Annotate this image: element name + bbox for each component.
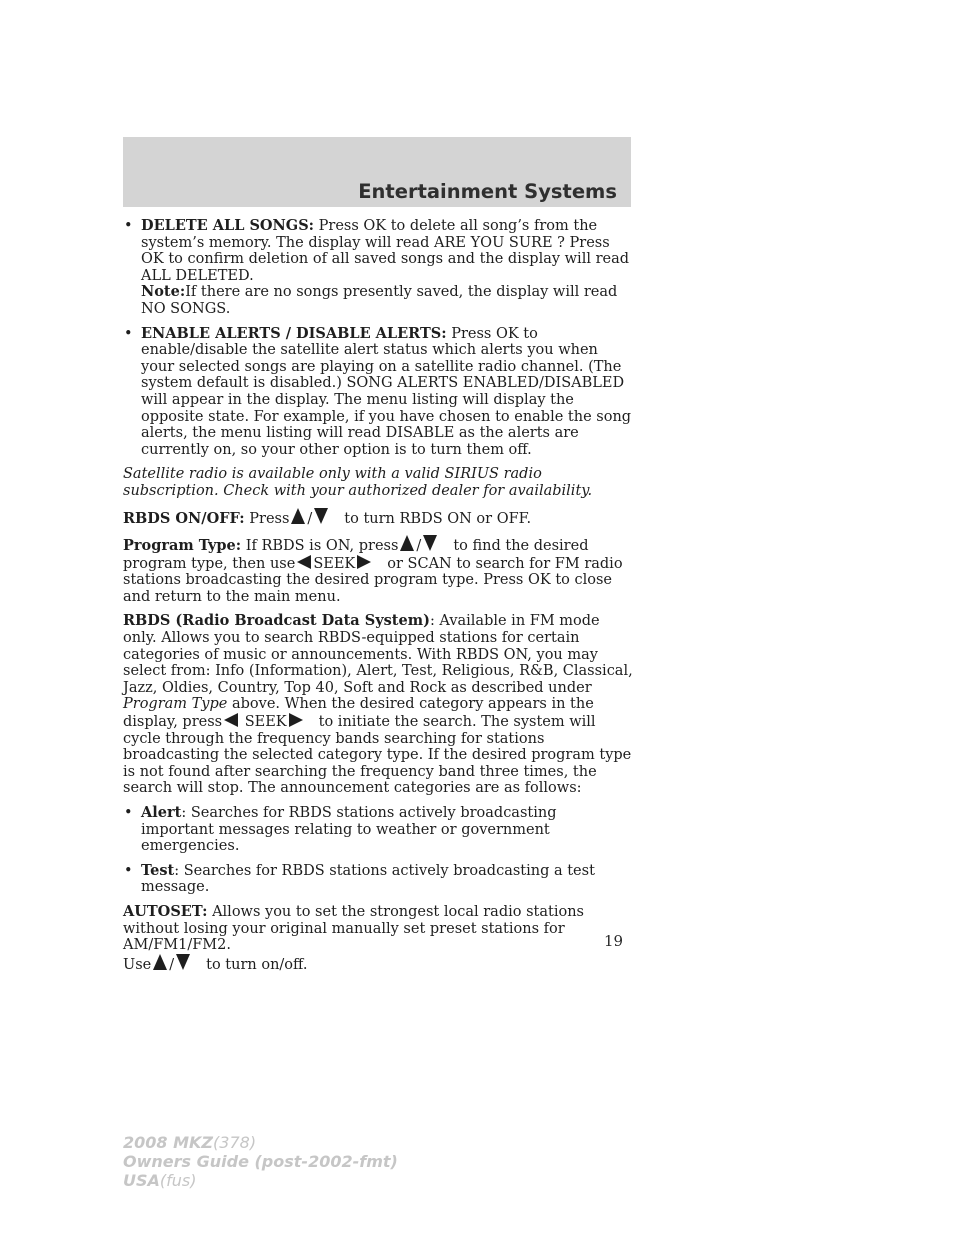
page-content	[123, 218, 633, 981]
note-label: Note:	[141, 283, 186, 301]
slash: /	[416, 538, 422, 555]
program-type-paragraph	[123, 535, 633, 605]
note	[141, 284, 633, 317]
rbds-system-text-3: to initiate the search. The system will cycle through the frequency bands searching for stations broadcasting the selected category type. If the desired program type is not found after searching the frequency band three times, the search will stop. The announcement categories are as follows:	[123, 714, 632, 797]
alert-text: : Searches for RBDS stations actively broadcasting important messages relating to weather or government emergencies.	[141, 805, 557, 855]
satellite-note: Satellite radio is available only with a valid SIRIUS radio subscription. Check with your authorized dealer for availability.	[123, 466, 593, 499]
footer-line-1	[123, 1133, 398, 1152]
arrow-up-icon	[153, 954, 167, 970]
rbds-system-text-2: above. When the desired category appears in the display, press	[123, 696, 594, 731]
test-item	[123, 863, 633, 896]
arrow-down-icon	[314, 508, 328, 524]
autoset-paragraph	[123, 904, 633, 973]
header-band	[123, 137, 631, 207]
enable-alerts-term: ENABLE ALERTS / DISABLE ALERTS:	[141, 324, 447, 342]
seek-right-icon	[289, 713, 303, 727]
footer-line-2: Owners Guide (post-2002-fmt)	[123, 1152, 398, 1171]
alert-term: Alert	[141, 804, 182, 821]
seek-left-icon	[297, 555, 311, 569]
program-type-text-after: or SCAN to search for FM radio stations broadcasting the desired program type. Press OK to close and return to the main menu.	[123, 555, 623, 605]
rbds-system-term: RBDS (Radio Broadcast Data System)	[123, 612, 430, 630]
program-type-reference: Program Type	[123, 696, 228, 713]
page-number: 19	[604, 932, 624, 950]
arrow-up-icon	[291, 508, 305, 524]
footer-model: 2008 MKZ	[123, 1133, 214, 1152]
delete-all-songs-text: Press OK to delete all song’s from the system’s memory. The display will read ARE YOU SURE ? Press OK to confirm deletion of all saved songs and the display will read ALL DELETED.	[141, 218, 630, 284]
bullet-dot: •	[124, 862, 133, 879]
bullet-dot: •	[124, 805, 133, 821]
seek-left-icon	[224, 713, 238, 727]
delete-all-songs-item	[123, 218, 633, 318]
slash: /	[169, 956, 175, 973]
footer-line-3	[123, 1171, 398, 1190]
seek-label: SEEK	[244, 714, 287, 731]
seek-right-icon	[357, 555, 371, 569]
delete-all-songs-term: DELETE ALL SONGS:	[141, 217, 315, 234]
autoset-text-after: to turn on/off.	[206, 956, 308, 973]
autoset-term: AUTOSET:	[123, 902, 208, 920]
bullet-dot: •	[124, 325, 133, 342]
alert-item	[123, 805, 633, 855]
autoset-text: Allows you to set the strongest local radio stations without losing your original manually set preset stations for AM/FM1/FM2.	[123, 903, 584, 954]
rbds-onoff-text-after: to turn RBDS ON or OFF.	[344, 510, 532, 527]
rbds-system-text-1: : Available in FM mode only. Allows you to search RBDS-equipped stations for certain categories of music or announcements. With RBDS ON, you may select from: Info (Information), Alert, Test, Religious, R&B, Classical, Jazz, Oldies, Country, Top 40, Soft and Rock as described under	[123, 613, 633, 696]
arrow-down-icon	[176, 954, 190, 970]
slash: /	[307, 510, 313, 527]
autoset-use: Use	[123, 956, 152, 973]
test-text: : Searches for RBDS stations actively broadcasting a test message.	[141, 862, 595, 896]
rbds-onoff-text-before: Press	[249, 510, 290, 527]
rbds-onoff-paragraph	[123, 508, 633, 528]
footer-market-code: (fus)	[159, 1171, 197, 1190]
note-text: If there are no songs presently saved, the display will read NO SONGS.	[141, 284, 618, 317]
bullet-dot: •	[124, 218, 133, 234]
test-term: Test	[141, 861, 175, 879]
program-type-text-before: If RBDS is ON, press	[245, 538, 399, 555]
footer-market: USA	[123, 1171, 160, 1190]
enable-alerts-text: Press OK to enable/disable the satellite alert status which alerts you when your selected songs are playing on a satellite radio channel. (The system default is disabled.) SONG ALERTS ENABLED/DISABLED will appear in the display. The menu listing will display the opposite state. For example, if you have chosen to enable the song alerts, the menu listing will read DISABLE as the alerts are currently on, so your other option is to turn them off.	[141, 325, 632, 458]
footer	[123, 1133, 398, 1190]
arrow-down-icon	[423, 535, 437, 551]
footer-model-code: (378)	[213, 1133, 257, 1152]
arrow-up-icon	[400, 535, 414, 551]
seek-label: SEEK	[313, 555, 356, 572]
section-title: Entertainment Systems	[358, 180, 617, 203]
enable-alerts-item	[123, 326, 633, 459]
program-type-term: Program Type:	[123, 537, 242, 555]
rbds-system-paragraph	[123, 613, 633, 797]
rbds-onoff-term: RBDS ON/OFF:	[123, 509, 245, 527]
program-type-text-mid: to find the desired program type, then use	[123, 538, 589, 572]
